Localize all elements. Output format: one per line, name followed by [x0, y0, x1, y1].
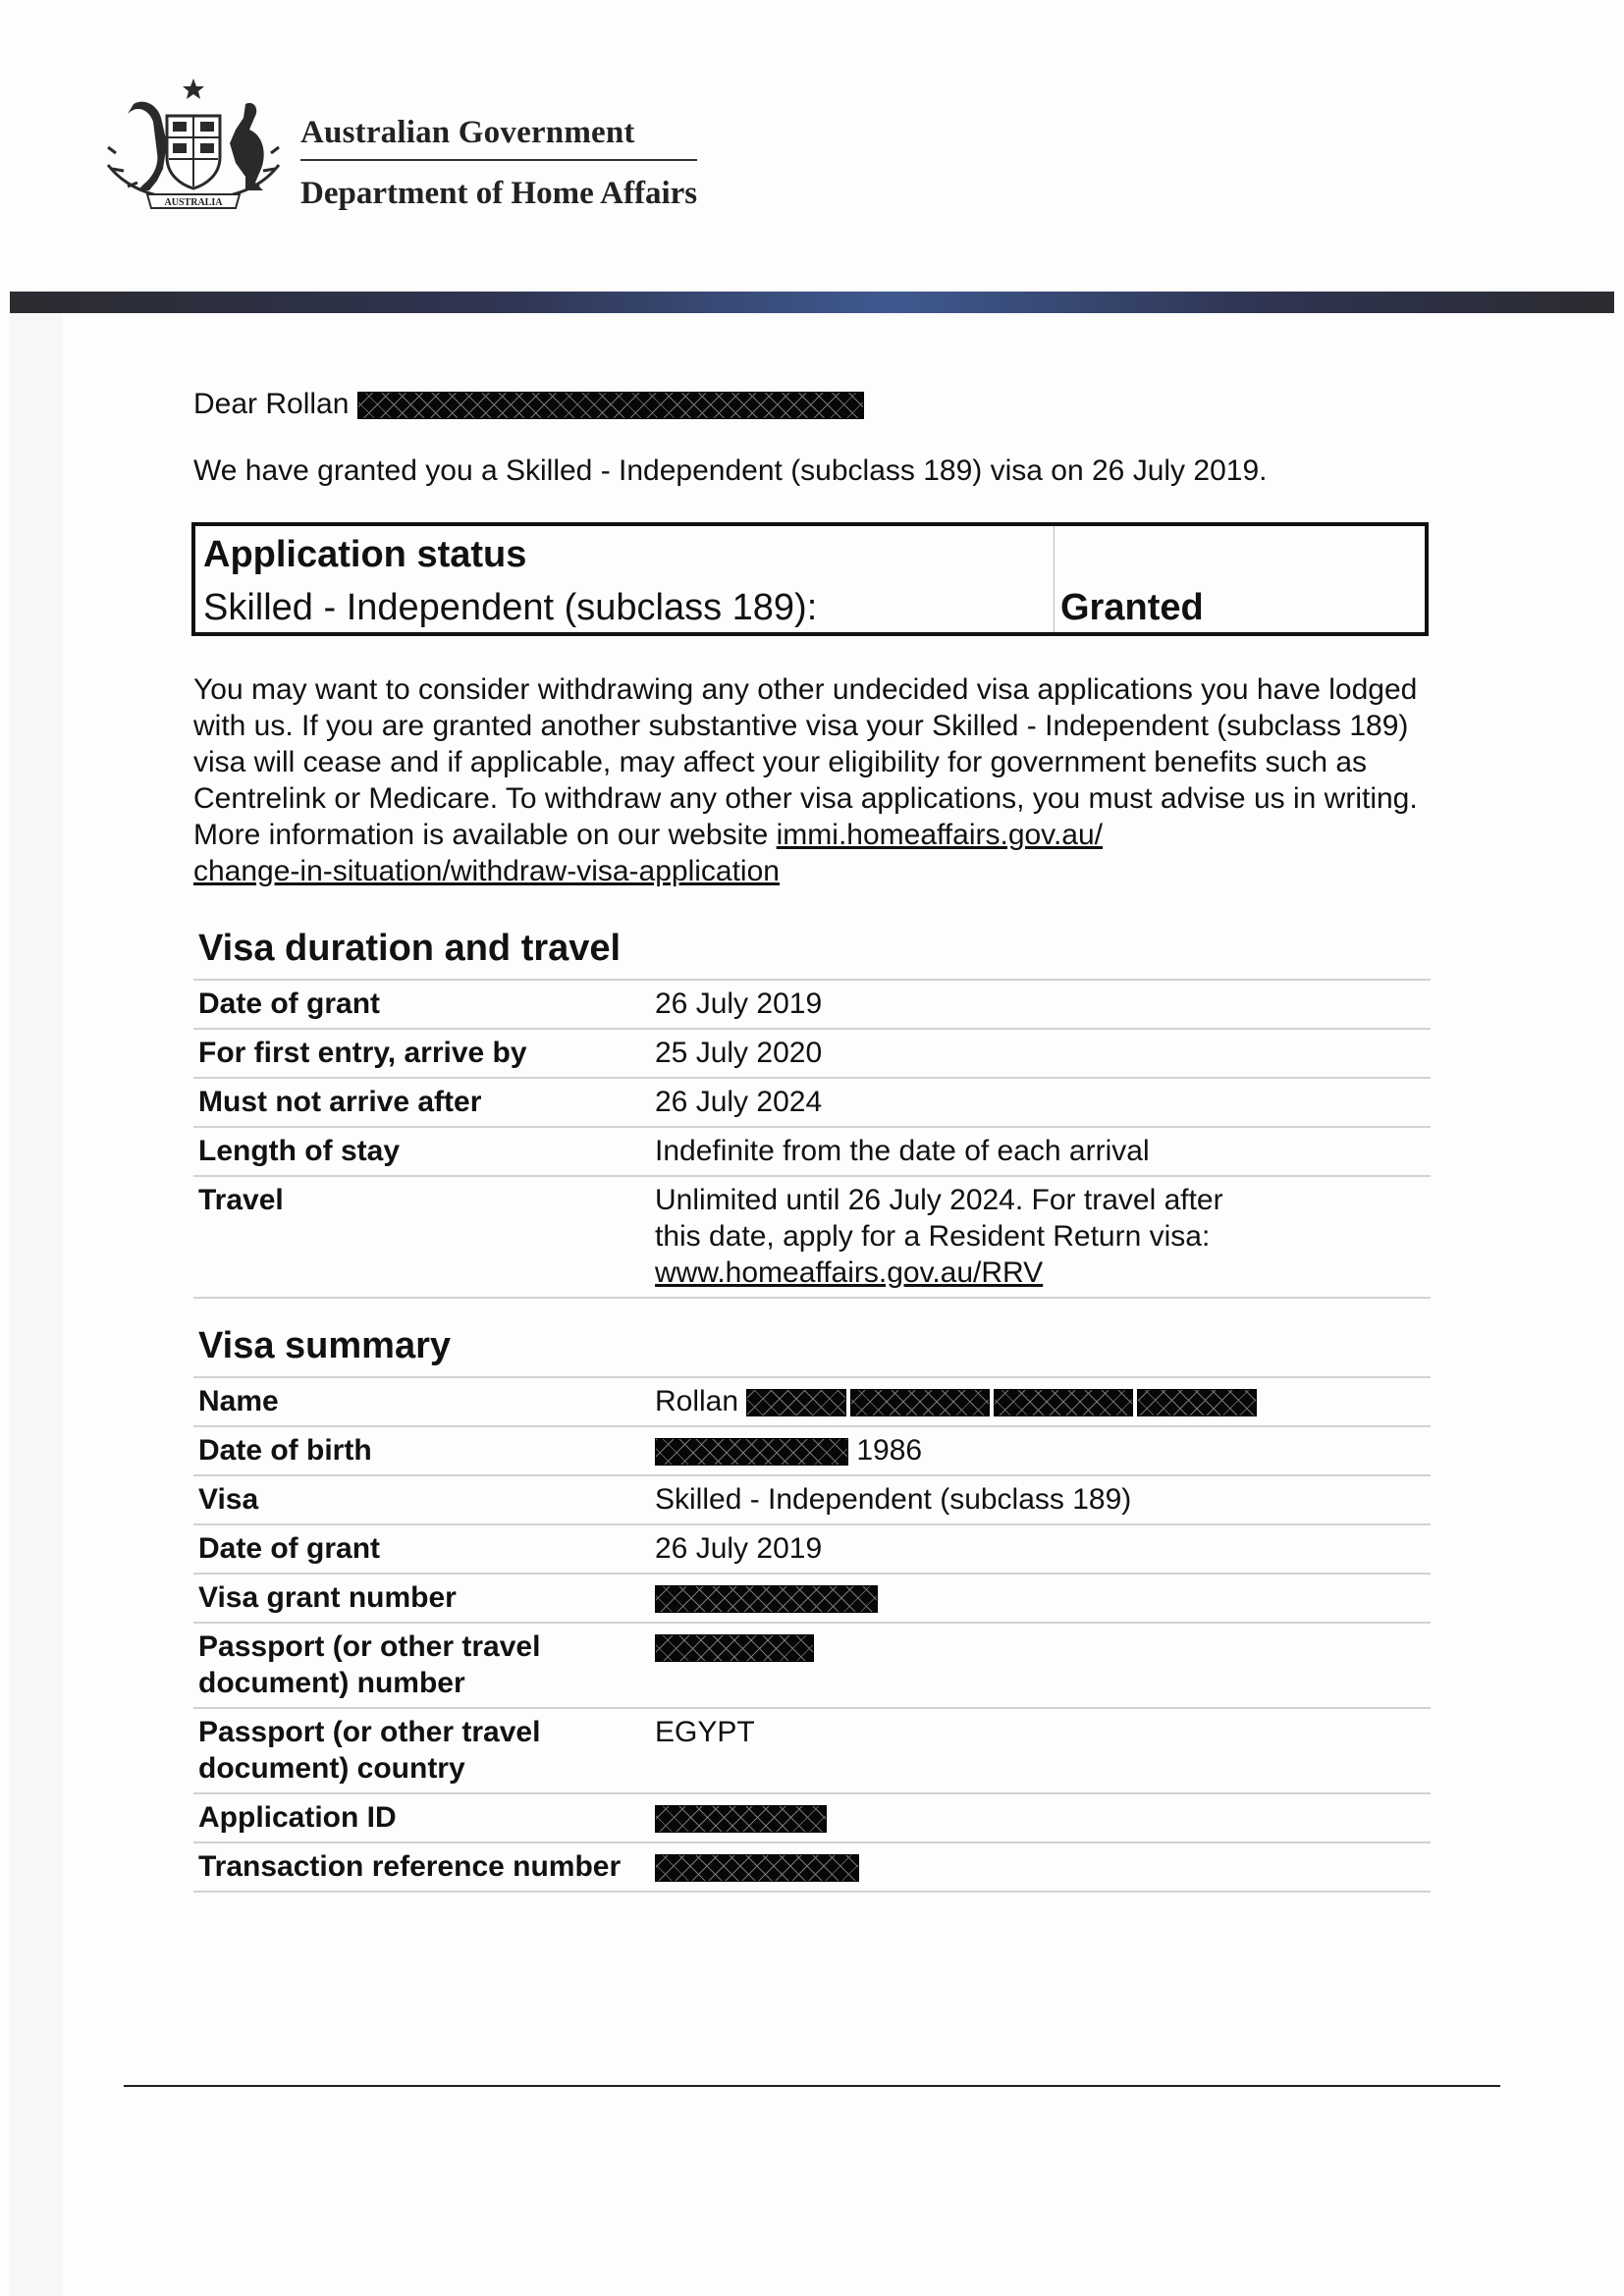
row-value: Skilled - Independent (subclass 189) [655, 1483, 1132, 1516]
row-value [650, 1426, 1431, 1475]
redacted-passport-number [655, 1634, 814, 1662]
label-line-1: Passport (or other travel [198, 1630, 541, 1663]
duration-table [193, 979, 1431, 1299]
table-row [193, 1426, 1431, 1475]
dob-year: 1986 [856, 1434, 923, 1467]
label-line-2: document) number [198, 1667, 465, 1699]
duration-section-title: Visa duration and travel [198, 928, 622, 969]
row-value: 25 July 2020 [655, 1037, 823, 1069]
table-row [193, 1127, 1431, 1176]
greeting-text: Dear Rollan [193, 388, 350, 420]
row-value [650, 1793, 1431, 1842]
greeting [193, 386, 1431, 422]
status-column-divider [1054, 526, 1055, 632]
row-value: EGYPT [655, 1716, 755, 1748]
notice-text: You may want to consider withdrawing any other undecided visa applications you have lodged with us. If you are granted another substantive visa your Skilled - Independent (subclass 189) visa will cease and if applicable, may affect your eligibility for government benefits such as Centrelink or Medicare. To withdraw any other visa applications, you must advise us in writing. More information is available on our website [193, 673, 1418, 851]
row-value: 26 July 2019 [655, 988, 823, 1020]
table-row [193, 1793, 1431, 1842]
status-result: Granted [1060, 587, 1204, 628]
row-value [650, 1623, 1431, 1708]
row-label [193, 1708, 650, 1793]
table-row [193, 1176, 1431, 1298]
row-label: Application ID [198, 1801, 397, 1834]
table-row [193, 1623, 1431, 1708]
redacted-grant-number [655, 1585, 878, 1613]
crest-scroll-text: AUSTRALIA [164, 197, 223, 208]
government-name: Australian Government [300, 115, 635, 150]
row-label: Length of stay [198, 1135, 401, 1167]
row-value: Indefinite from the date of each arrival [655, 1135, 1150, 1167]
row-value [650, 1377, 1431, 1426]
margin-shade [10, 313, 63, 2296]
withdraw-link-part2[interactable]: change-in-situation/withdraw-visa-application [193, 855, 780, 887]
row-value [650, 1842, 1431, 1892]
table-row [193, 1377, 1431, 1426]
row-label: Date of birth [198, 1434, 372, 1467]
row-label: Visa grant number [198, 1581, 457, 1614]
status-title: Application status [203, 534, 527, 575]
commonwealth-coat-of-arms-icon [98, 75, 289, 218]
table-row [193, 1475, 1431, 1524]
status-visa-name: Skilled - Independent (subclass 189): [203, 587, 818, 628]
row-value [650, 1574, 1431, 1623]
grant-intro: We have granted you a Skilled - Independent (subclass 189) visa on 26 July 2019. [193, 454, 1268, 487]
redacted-name [994, 1389, 1133, 1416]
redacted-name [1137, 1389, 1257, 1416]
row-label: Name [198, 1385, 279, 1417]
withdraw-link-part1[interactable]: immi.homeaffairs.gov.au/ [776, 819, 1103, 851]
row-label: Must not arrive after [198, 1086, 482, 1118]
redacted-name [746, 1389, 846, 1416]
row-label [193, 1623, 650, 1708]
table-row [193, 1029, 1431, 1078]
row-label: For first entry, arrive by [198, 1037, 527, 1069]
department-name: Department of Home Affairs [300, 176, 698, 211]
rrv-link[interactable]: www.homeaffairs.gov.au/RRV [655, 1256, 1044, 1289]
travel-line-1: Unlimited until 26 July 2024. For travel after [655, 1184, 1223, 1216]
table-row [193, 1708, 1431, 1793]
agency-block [300, 114, 697, 212]
redacted-surname [357, 392, 864, 419]
row-label: Travel [198, 1184, 284, 1216]
header-band [10, 292, 1614, 313]
label-line-2: document) country [198, 1752, 465, 1785]
row-value: 26 July 2019 [655, 1532, 823, 1565]
table-row [193, 1574, 1431, 1623]
agency-divider [300, 159, 697, 161]
row-label: Date of grant [198, 1532, 381, 1565]
withdrawal-notice [193, 671, 1440, 889]
summary-section-title: Visa summary [198, 1325, 452, 1366]
summary-table [193, 1376, 1431, 1893]
travel-line-2: this date, apply for a Resident Return visa: [655, 1220, 1211, 1253]
redacted-application-id [655, 1805, 827, 1833]
label-line-1: Passport (or other travel [198, 1716, 541, 1748]
footer-divider [124, 2085, 1500, 2087]
row-label: Visa [198, 1483, 259, 1516]
name-value: Rollan [655, 1385, 739, 1417]
row-label: Date of grant [198, 988, 381, 1020]
travel-value [650, 1176, 1431, 1298]
row-value: 26 July 2024 [655, 1086, 823, 1118]
table-row [193, 1078, 1431, 1127]
redacted-transaction-reference [655, 1854, 859, 1882]
application-status-box [191, 522, 1429, 636]
row-label: Transaction reference number [198, 1850, 622, 1883]
table-row [193, 1524, 1431, 1574]
redacted-name [850, 1389, 990, 1416]
redacted-dob [655, 1438, 848, 1466]
table-row [193, 980, 1431, 1029]
table-row [193, 1842, 1431, 1892]
